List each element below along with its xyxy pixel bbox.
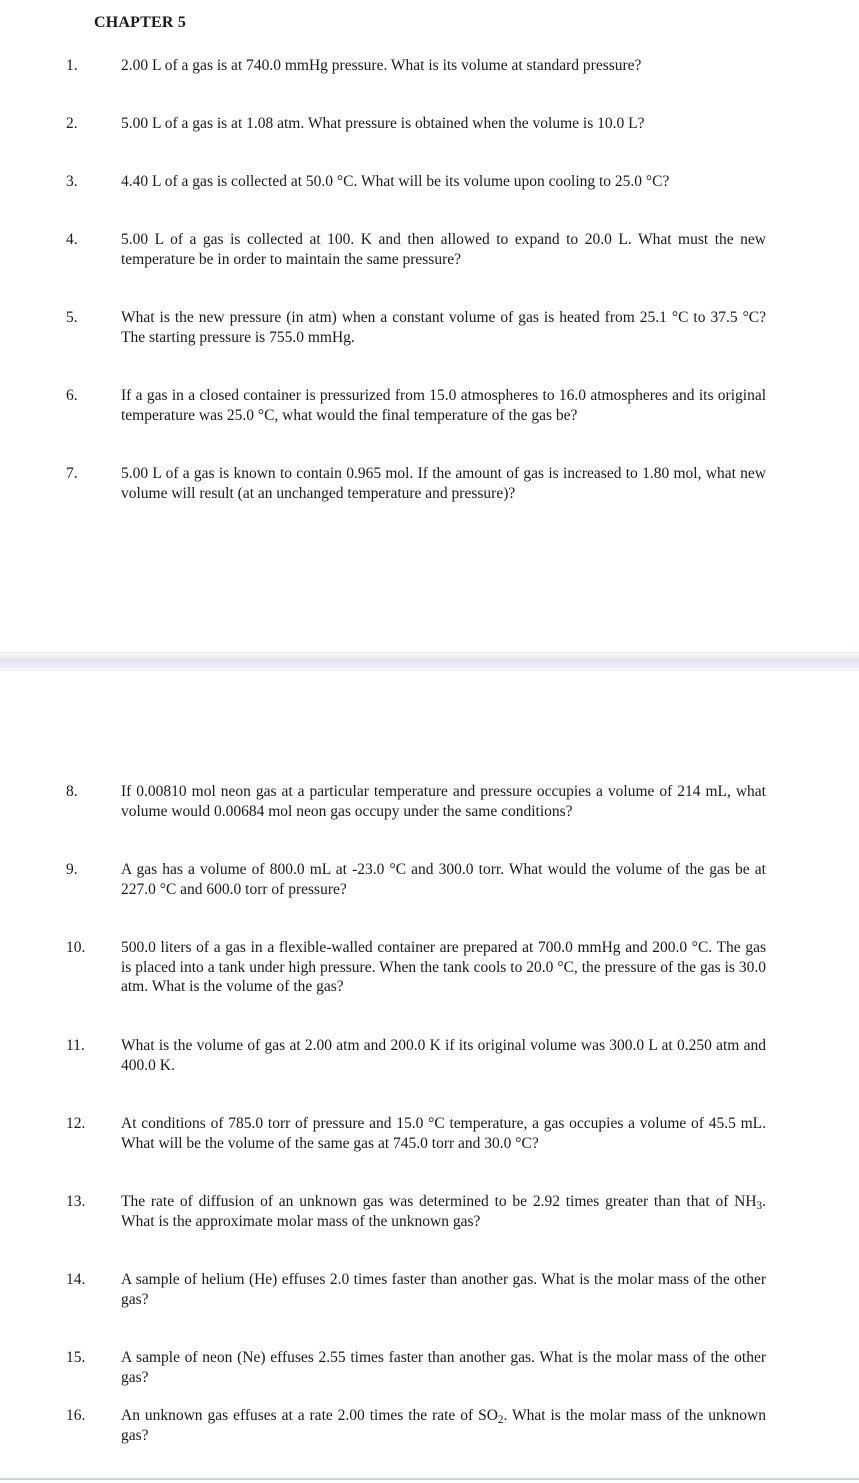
question-text bbox=[121, 1406, 766, 1445]
question-text: If 0.00810 mol neon gas at a particular temperature and pressure occupies a volume of 214 mL, what volume would 0.00684 mol neon gas occupy under the same conditions? bbox=[121, 783, 766, 820]
subscript: 2 bbox=[497, 1413, 504, 1426]
question-text: A sample of helium (He) effuses 2.0 times faster than another gas. What is the molar mass of the other gas? bbox=[121, 1271, 766, 1308]
question-text-part: The rate of diffusion of an unknown gas was determined to be 2.92 times greater than that of NH bbox=[121, 1193, 757, 1210]
question-text-part: . What is the approximate molar mass of the unknown gas? bbox=[121, 1193, 766, 1230]
question-number: 7. bbox=[66, 465, 78, 482]
question-text bbox=[121, 1192, 766, 1231]
question-number: 1. bbox=[66, 57, 78, 74]
question-text-part: . What is the molar mass of the unknown gas? bbox=[121, 1407, 766, 1444]
question-text: 5.00 L of a gas is collected at 100. K and then allowed to expand to 20.0 L. What must the new temperature be in order to maintain the same pressure? bbox=[121, 231, 766, 268]
question-text: 500.0 liters of a gas in a flexible-walled container are prepared at 700.0 mmHg and 200.0 °C. The gas is placed into a tank under high pressure. When the tank cools to 20.0 °C, the pressure of the gas is 30.0 atm. What is the volume of the gas? bbox=[121, 939, 766, 995]
question-number: 15. bbox=[66, 1349, 86, 1366]
question-number: 5. bbox=[66, 309, 78, 326]
question-text: 5.00 L of a gas is at 1.08 atm. What pressure is obtained when the volume is 10.0 L? bbox=[121, 115, 645, 132]
question-text-part: An unknown gas effuses at a rate 2.00 times the rate of SO bbox=[121, 1407, 498, 1424]
subscript: 3 bbox=[756, 1199, 763, 1212]
question-number: 2. bbox=[66, 115, 78, 132]
question-number: 3. bbox=[66, 173, 78, 190]
question-number: 11. bbox=[66, 1037, 85, 1054]
question-text: If a gas in a closed container is pressurized from 15.0 atmospheres to 16.0 atmospheres and its original temperature was 25.0 °C, what would the final temperature of the gas be? bbox=[121, 387, 766, 424]
page-break-divider bbox=[0, 652, 859, 671]
question-number: 10. bbox=[66, 939, 86, 956]
question-number: 6. bbox=[66, 387, 78, 404]
question-text: A gas has a volume of 800.0 mL at -23.0 °C and 300.0 torr. What would the volume of the gas be at 227.0 °C and 600.0 torr of pressure? bbox=[121, 861, 766, 898]
page-bottom-border bbox=[0, 1478, 859, 1480]
question-text: A sample of neon (Ne) effuses 2.55 times faster than another gas. What is the molar mass of the other gas? bbox=[121, 1349, 766, 1386]
question-number: 14. bbox=[66, 1271, 86, 1288]
chapter-title: CHAPTER 5 bbox=[94, 14, 187, 31]
question-text: 4.40 L of a gas is collected at 50.0 °C. What will be its volume upon cooling to 25.0 °C? bbox=[121, 173, 670, 190]
question-text: What is the new pressure (in atm) when a constant volume of gas is heated from 25.1 °C to 37.5 °C? The starting pressure is 755.0 mmHg. bbox=[121, 309, 766, 346]
question-text: What is the volume of gas at 2.00 atm and 200.0 K if its original volume was 300.0 L at 0.250 atm and 400.0 K. bbox=[121, 1037, 766, 1074]
question-text: 5.00 L of a gas is known to contain 0.965 mol. If the amount of gas is increased to 1.80 mol, what new volume will result (at an unchanged temperature and pressure)? bbox=[121, 465, 766, 502]
question-number: 8. bbox=[66, 783, 78, 800]
question-number: 12. bbox=[66, 1115, 86, 1132]
question-number: 16. bbox=[66, 1407, 86, 1424]
question-number: 9. bbox=[66, 861, 78, 878]
question-text: At conditions of 785.0 torr of pressure and 15.0 °C temperature, a gas occupies a volume of 45.5 mL. What will be the volume of the same gas at 745.0 torr and 30.0 °C? bbox=[121, 1115, 766, 1152]
question-text: 2.00 L of a gas is at 740.0 mmHg pressure. What is its volume at standard pressure? bbox=[121, 57, 642, 74]
question-number: 13. bbox=[66, 1193, 86, 1210]
question-number: 4. bbox=[66, 231, 78, 248]
